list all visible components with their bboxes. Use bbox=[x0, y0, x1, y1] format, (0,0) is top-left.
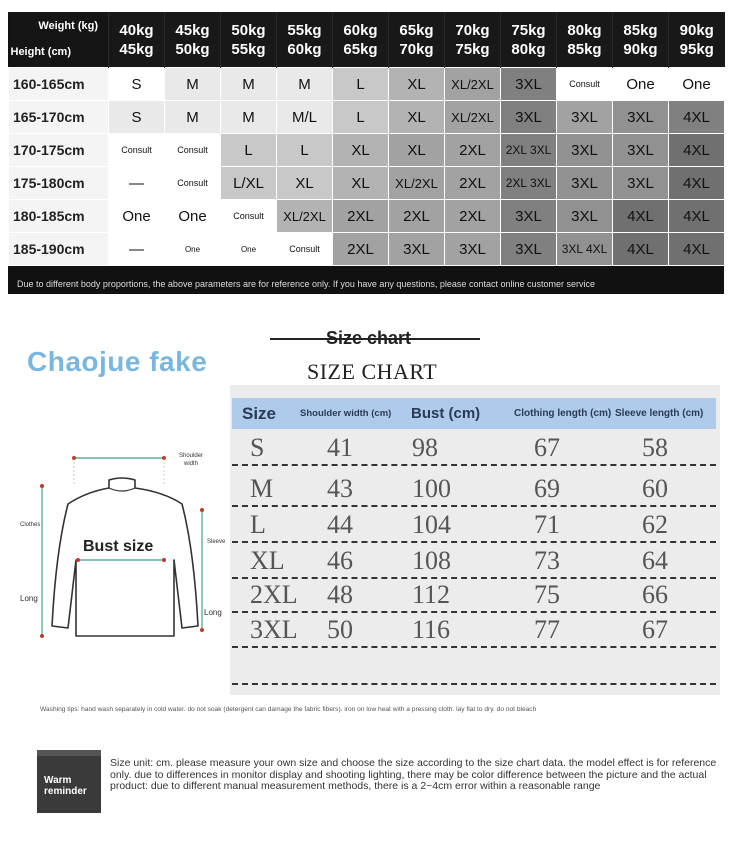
weight-col-header bbox=[669, 12, 725, 68]
brand-watermark: Chaojue fake bbox=[27, 346, 208, 377]
weight-col-header bbox=[501, 12, 557, 68]
size-cell: 2XL bbox=[445, 134, 501, 167]
measure-value: 77 bbox=[534, 615, 560, 644]
size-chart-title: Size chart bbox=[326, 328, 412, 348]
size-cell: M bbox=[165, 68, 221, 101]
label-sleeve: Sleeve bbox=[207, 539, 226, 545]
measure-value: 50 bbox=[327, 615, 353, 644]
size-cell: 3XL bbox=[501, 101, 557, 134]
weight-axis-label: Weight (kg) bbox=[38, 20, 98, 32]
size-cell: 3XL 4XL bbox=[557, 233, 613, 266]
height-range: 175-180cm bbox=[9, 167, 109, 200]
weight-to: 50kg bbox=[175, 40, 210, 58]
size-cell: 3XL bbox=[445, 233, 501, 266]
weight-col-header bbox=[333, 12, 389, 68]
size-cell: XL/2XL bbox=[445, 68, 501, 101]
measure-value: 43 bbox=[327, 474, 353, 503]
size-cell: Consult bbox=[221, 200, 277, 233]
size-cell: One bbox=[109, 200, 165, 233]
weight-from: 85kg bbox=[623, 21, 658, 39]
size-cell: L/XL bbox=[221, 167, 277, 200]
label-shoulder: Shoulder width bbox=[178, 453, 204, 467]
size-cell: XL/2XL bbox=[389, 167, 445, 200]
weight-height-table bbox=[8, 12, 724, 294]
weight-col-header bbox=[445, 12, 501, 68]
weight-to: 60kg bbox=[287, 40, 322, 58]
table-row bbox=[9, 200, 725, 233]
weight-col-header bbox=[109, 12, 165, 68]
size-cell: M bbox=[221, 101, 277, 134]
weight-col-header bbox=[557, 12, 613, 68]
table-disclaimer: Due to different body proportions, the above parameters are for reference only. If you have any questions, please contact online customer service bbox=[17, 279, 595, 289]
measure-value: 104 bbox=[412, 510, 451, 539]
size-label: S bbox=[250, 433, 265, 462]
size-cell: XL bbox=[389, 68, 445, 101]
weight-from: 60kg bbox=[343, 21, 378, 39]
weight-from: 80kg bbox=[567, 21, 602, 39]
table-row bbox=[9, 134, 725, 167]
height-range: 185-190cm bbox=[9, 233, 109, 266]
size-cell: 4XL bbox=[613, 200, 669, 233]
size-label: 3XL bbox=[250, 615, 298, 644]
measure-value: 58 bbox=[642, 433, 668, 462]
size-cell: One bbox=[613, 68, 669, 101]
height-range: 160-165cm bbox=[9, 68, 109, 101]
header-shoulder: Shoulder width (cm) bbox=[300, 408, 392, 419]
weight-from: 40kg bbox=[119, 21, 154, 39]
size-cell: M bbox=[277, 68, 333, 101]
height-range: 170-175cm bbox=[9, 134, 109, 167]
weight-from: 75kg bbox=[511, 21, 546, 39]
size-cell: 4XL bbox=[669, 233, 725, 266]
size-cell: XL bbox=[277, 167, 333, 200]
weight-from: 55kg bbox=[287, 21, 322, 39]
size-label: XL bbox=[250, 546, 285, 575]
size-cell: 2XL 3XL bbox=[501, 167, 557, 200]
weight-col-header bbox=[165, 12, 221, 68]
size-cell: Consult bbox=[165, 167, 221, 200]
size-cell: 3XL bbox=[501, 200, 557, 233]
size-label: M bbox=[250, 474, 274, 503]
size-cell: 2XL bbox=[389, 200, 445, 233]
size-cell: 4XL bbox=[669, 200, 725, 233]
size-cell: One bbox=[165, 233, 221, 266]
size-cell: 3XL bbox=[501, 233, 557, 266]
weight-to: 70kg bbox=[399, 40, 434, 58]
measure-value: 75 bbox=[534, 580, 560, 609]
size-cell: — bbox=[109, 167, 165, 200]
size-cell: L bbox=[277, 134, 333, 167]
label-bust-size: Bust size bbox=[83, 538, 154, 555]
size-cell: 3XL bbox=[557, 200, 613, 233]
measure-value: 67 bbox=[642, 615, 668, 644]
weight-from: 90kg bbox=[679, 21, 714, 39]
size-cell: One bbox=[221, 233, 277, 266]
size-cell: 4XL bbox=[669, 134, 725, 167]
weight-col-header bbox=[221, 12, 277, 68]
table-row bbox=[9, 68, 725, 101]
size-cell: 2XL bbox=[333, 200, 389, 233]
size-cell: XL/2XL bbox=[277, 200, 333, 233]
size-cell: L bbox=[333, 101, 389, 134]
measure-value: 48 bbox=[327, 580, 353, 609]
weight-header-row bbox=[9, 12, 725, 68]
size-cell: XL bbox=[389, 134, 445, 167]
size-cell: Consult bbox=[277, 233, 333, 266]
measure-value: 60 bbox=[642, 474, 668, 503]
measure-value: 66 bbox=[642, 580, 668, 609]
weight-to: 45kg bbox=[119, 40, 154, 58]
size-cell: M bbox=[221, 68, 277, 101]
height-range: 180-185cm bbox=[9, 200, 109, 233]
height-range: 165-170cm bbox=[9, 101, 109, 134]
size-label: 2XL bbox=[250, 580, 298, 609]
measure-value: 62 bbox=[642, 510, 668, 539]
size-cell: Consult bbox=[109, 134, 165, 167]
size-cell: 3XL bbox=[557, 101, 613, 134]
size-cell: 3XL bbox=[557, 167, 613, 200]
measure-value: 98 bbox=[412, 433, 438, 462]
size-chart-blank-row bbox=[232, 653, 716, 685]
size-cell: 4XL bbox=[613, 233, 669, 266]
table-row bbox=[232, 507, 716, 543]
size-cell: XL bbox=[389, 101, 445, 134]
weight-to: 80kg bbox=[511, 40, 546, 58]
size-cell: M/L bbox=[277, 101, 333, 134]
warm-reminder-text: Size unit: cm. please measure your own size and choose the size according to the size chart data. the model effect is for reference only. due to differences in monitor display and shooting lighting, there may be color difference between the picture and the actual product: due to different manual measurement methods, there is a 2~4cm error within a reasonable range bbox=[110, 757, 717, 792]
table-row bbox=[232, 543, 716, 579]
size-cell: Consult bbox=[165, 134, 221, 167]
measure-value: 116 bbox=[412, 615, 451, 644]
measure-value: 108 bbox=[412, 546, 451, 575]
weight-from: 70kg bbox=[455, 21, 490, 39]
table-row bbox=[9, 167, 725, 200]
size-cell: XL/2XL bbox=[445, 101, 501, 134]
size-cell: Consult bbox=[557, 68, 613, 101]
header-bust: Bust (cm) bbox=[411, 405, 481, 422]
weight-from: 45kg bbox=[175, 21, 210, 39]
size-cell: S bbox=[109, 101, 165, 134]
measure-value: 41 bbox=[327, 433, 353, 462]
size-cell: 2XL bbox=[445, 200, 501, 233]
label-clothes: Clothes bbox=[20, 522, 41, 528]
weight-to: 55kg bbox=[231, 40, 266, 58]
header-length: Clothing length (cm) bbox=[514, 408, 612, 419]
size-cell: One bbox=[165, 200, 221, 233]
height-axis-label: Height (cm) bbox=[10, 46, 71, 58]
weight-to: 95kg bbox=[679, 40, 714, 58]
size-chart-header bbox=[232, 398, 716, 429]
measure-value: 67 bbox=[534, 433, 560, 462]
size-cell: 2XL bbox=[333, 233, 389, 266]
size-cell: 3XL bbox=[501, 68, 557, 101]
measure-value: 69 bbox=[534, 474, 560, 503]
size-cell: XL bbox=[333, 134, 389, 167]
size-cell: 4XL bbox=[669, 167, 725, 200]
size-cell: L bbox=[333, 68, 389, 101]
warm-reminder-label: Warm reminder bbox=[44, 775, 87, 797]
size-cell: M bbox=[165, 101, 221, 134]
warm-reminder-badge bbox=[37, 750, 101, 813]
weight-from: 65kg bbox=[399, 21, 434, 39]
table-row bbox=[232, 430, 716, 466]
size-cell: — bbox=[109, 233, 165, 266]
table-row bbox=[232, 612, 716, 648]
size-chart-serif-title: SIZE CHART bbox=[307, 359, 438, 384]
size-cell: S bbox=[109, 68, 165, 101]
size-cell: 3XL bbox=[389, 233, 445, 266]
table-row bbox=[9, 101, 725, 134]
size-cell: 2XL bbox=[445, 167, 501, 200]
table-row bbox=[9, 233, 725, 266]
label-long-right: Long bbox=[204, 608, 222, 617]
weight-col-header bbox=[389, 12, 445, 68]
table-row bbox=[232, 471, 716, 507]
size-cell: L bbox=[221, 134, 277, 167]
measure-value: 73 bbox=[534, 546, 560, 575]
weight-from: 50kg bbox=[231, 21, 266, 39]
size-cell: One bbox=[669, 68, 725, 101]
size-cell: 3XL bbox=[613, 101, 669, 134]
size-cell: 2XL 3XL bbox=[501, 134, 557, 167]
size-cell: XL bbox=[333, 167, 389, 200]
measure-value: 71 bbox=[534, 510, 560, 539]
measure-value: 64 bbox=[642, 546, 668, 575]
size-cell: 3XL bbox=[613, 134, 669, 167]
weight-to: 65kg bbox=[343, 40, 378, 58]
weight-col-header bbox=[277, 12, 333, 68]
label-long-left: Long bbox=[20, 594, 38, 603]
washing-tips: Washing tips: hand wash separately in cold water. do not soak (detergent can damage the fabric fibers). iron on low heat with a pressing cloth. lay flat to dry. do not bleach bbox=[40, 706, 537, 713]
measure-value: 100 bbox=[412, 474, 451, 503]
table-row bbox=[232, 577, 716, 613]
size-cell: 4XL bbox=[669, 101, 725, 134]
size-cell: 3XL bbox=[613, 167, 669, 200]
weight-col-header bbox=[613, 12, 669, 68]
weight-to: 75kg bbox=[455, 40, 490, 58]
header-sleeve: Sleeve length (cm) bbox=[615, 408, 704, 419]
measure-value: 46 bbox=[327, 546, 353, 575]
size-label: L bbox=[250, 510, 266, 539]
header-size: Size bbox=[242, 404, 277, 423]
measure-value: 44 bbox=[327, 510, 353, 539]
weight-to: 85kg bbox=[567, 40, 602, 58]
weight-to: 90kg bbox=[623, 40, 658, 58]
measure-value: 112 bbox=[412, 580, 451, 609]
table-corner bbox=[9, 12, 109, 68]
size-cell: 3XL bbox=[557, 134, 613, 167]
